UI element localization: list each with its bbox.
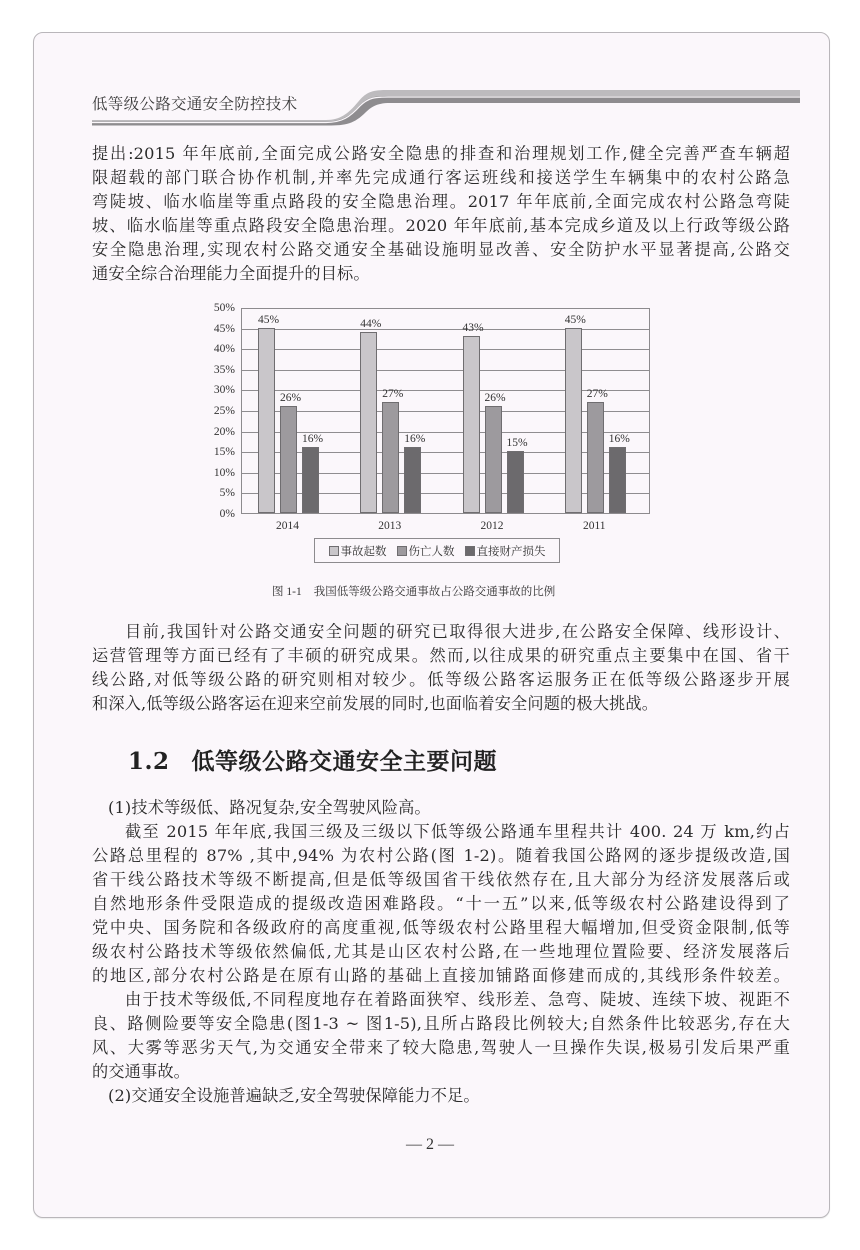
text-line: 通安全综合治理能力全面提升的目标。 [92,264,370,283]
bar-value-label: 45% [564,313,586,326]
y-tick-label: 40% [213,343,235,356]
y-axis-labels [195,300,235,530]
x-tick-label: 2012 [480,520,504,532]
text-line: 的地区,部分农村公路是在原有山路的基础上直接加铺路面修建而成的,其线形条件较差。 [92,966,790,985]
text-line: 线公路,对低等级公路的研究则相对较少。低等级公路客运服务正在低等级公路逐步开展 [92,670,790,689]
y-tick-label: 30% [213,384,235,397]
text-line: 党中央、国务院和各级政府的高度重视,低等级农村公路里程大幅增加,但受资金限制,低等 [92,918,790,937]
legend-swatch-icon [397,546,407,556]
x-tick-label: 2013 [378,520,402,532]
y-tick-label: 10% [213,466,235,479]
text-line: 安全隐患治理,实现农村公路交通安全基础设施明显改善、安全防护水平显著提高,公路交 [92,240,790,259]
bar [565,328,582,513]
bar-value-label: 26% [484,391,506,404]
x-tick-label: 2011 [582,520,606,532]
text-line: 级农村公路技术等级依然偏低,尤其是山区农村公路,在一些地理位置险要、经济发展落后 [92,942,790,961]
text-line: 良、路侧险要等安全隐患(图1-3 ~ 图1-5),且所占路段比例较大;自然条件比较恶劣,存在大 [92,1014,790,1033]
figure-caption-text: 我国低等级公路交通事故占公路交通事故的比例 [313,584,556,598]
text-line: 运营管理等方面已经有了丰硕的研究成果。然而,以往成果的研究重点主要集中在国、省干 [92,646,790,665]
bar [587,402,604,513]
bar [360,332,377,513]
bar [302,447,319,513]
text-line: 提出:2015 年年底前,全面完成公路安全隐患的排查和治理规划工作,健全完善严查车辆超 [92,144,790,163]
figure-number: 图 1-1 [272,586,302,598]
legend-item [329,543,387,559]
text-line: 和深入,低等级公路客运在迎来空前发展的同时,也面临着安全问题的极大挑战。 [92,694,659,713]
y-tick-label: 45% [213,322,235,335]
section-title: 低等级公路交通安全主要问题 [191,748,498,775]
bar [507,451,524,513]
text-line: 公路总里程的 87% ,其中,94% 为农村公路(图 1-2)。随着我国公路网的逐步提级改造,国 [92,846,790,865]
section-heading [128,743,497,776]
item-2-heading: (2)交通安全设施普遍缺乏,安全驾驶保障能力不足。 [108,1086,480,1105]
running-head-title: 低等级公路交通安全防控技术 [92,95,298,113]
bar-value-label: 45% [257,313,280,326]
y-tick-label: 15% [213,446,235,459]
text-line: 截至 2015 年年底,我国三级及三级以下低等级公路通车里程共计 400. 24 万 km,约占 [125,822,790,841]
text-line: 限超载的部门联合协作机制,并率先完成通行客运班线和接送学生车辆集中的农村公路急 [92,168,790,187]
item-1-heading: (1)技术等级低、路况复杂,安全驾驶风险高。 [108,798,431,817]
y-tick-label: 20% [213,425,235,438]
text-line: 坡、临水临崖等重点路段安全隐患治理。2020 年年底前,基本完成乡道及以上行政等级公路 [92,216,790,235]
item-2 [92,1084,790,1108]
bar [382,402,399,513]
chart-legend [314,538,560,563]
bar-value-label: 16% [404,433,426,446]
bar-chart-figure-1-1 [195,300,665,570]
paragraph-2 [92,620,790,716]
figure-caption [272,583,555,599]
bar-value-label: 27% [382,387,404,400]
text-line: 风、大雾等恶劣天气,为交通安全带来了较大隐患,驾驶人一旦操作失误,极易引发后果严重 [92,1038,790,1057]
bar-value-label: 27% [586,387,608,400]
bar-value-label: 15% [506,437,528,450]
text-line: 的交通事故。 [92,1062,191,1081]
gridline [242,349,649,350]
legend-item [397,543,455,559]
gridline [242,329,649,330]
bar [258,328,275,513]
legend-label: 事故起数 [340,543,387,558]
bar-value-label: 26% [279,391,302,404]
legend-label: 伤亡人数 [408,543,455,558]
item-1 [92,796,790,820]
text-line: 弯陡坡、临水临崖等重点路段的安全隐患治理。2017 年年底前,全面完成农村公路急弯陡 [92,192,790,211]
bar-value-label: 44% [360,317,382,330]
gridline [242,370,649,371]
bar-value-label: 43% [462,321,484,334]
bar-value-label: 16% [301,433,324,446]
legend-swatch-icon [329,546,339,556]
bar [609,447,626,513]
x-tick-label: 2014 [276,520,299,532]
y-tick-label: 5% [219,487,235,500]
text-line: 目前,我国针对公路交通安全问题的研究已取得很大进步,在公路安全保障、线形设计、 [125,622,790,641]
paragraph-1 [92,142,790,286]
y-tick-label: 35% [213,363,235,376]
y-tick-label: 25% [213,405,235,417]
bar [280,406,297,513]
text-line: 由于技术等级低,不同程度地存在着路面狭窄、线形差、急弯、陡坡、连续下坡、视距不 [125,990,790,1009]
paragraph-3 [92,820,790,988]
text-line: 省干线公路技术等级不断提高,但是低等级国省干线依然存在,且大部分为经济发展落后或 [92,870,790,889]
legend-swatch-icon [465,546,475,556]
y-tick-label: 0% [219,508,235,520]
plot-area [241,308,650,514]
legend-item [465,543,546,559]
legend-label: 直接财产损失 [476,543,546,558]
bar [404,447,421,513]
text-line: 自然地形条件受限造成的提级改造困难路段。“十一五”以来,低等级农村公路建设得到了 [92,894,790,913]
y-tick-label: 50% [213,302,235,314]
bar-value-label: 16% [608,433,630,446]
bar [485,406,502,513]
paragraph-4 [92,988,790,1084]
section-number: 1.2 [128,748,170,775]
page-number: — 2 — [406,1136,454,1153]
bar [463,336,480,513]
